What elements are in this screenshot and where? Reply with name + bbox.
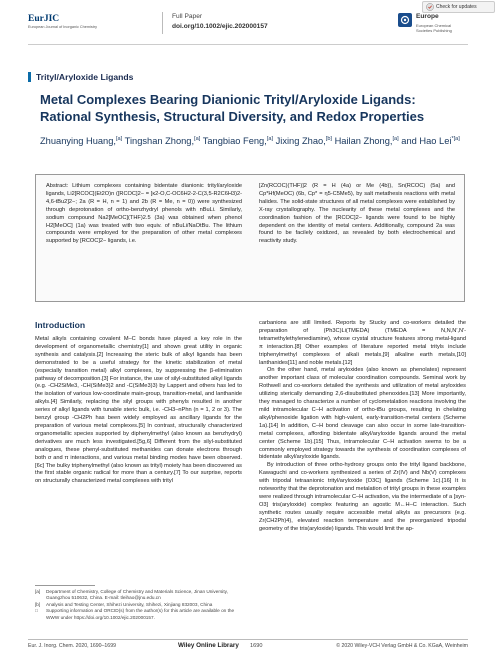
footer-copyright: © 2020 Wiley-VCH Verlag GmbH & Co. KGaA, Weinheim — [336, 643, 468, 649]
footnote-text: Department of Chemistry, College of Chemistry and Materials Science, Jinan University, Guangzhou 510632, China. E-mail: tleihao@jnu.edu.cn — [46, 589, 228, 601]
author-name: Tangbiao Feng, — [200, 136, 267, 147]
footnote-mark: [b] — [35, 601, 41, 607]
footer-rule — [28, 639, 468, 640]
header-divider — [162, 12, 163, 34]
header-rule — [28, 44, 468, 45]
introduction-heading: Introduction — [35, 320, 86, 330]
footnotes — [35, 585, 242, 621]
paragraph: carbanions are still limited. Reports by Stucky and co-workers detailed the preparation of (Ph3C)Li(TMEDA) (TMEDA = N,N,N′,N′-tetramethylethylenediamine), whose crystal structure features strong metal-ligand π interaction.[8] Other examples of literature reported metal trityls include triphenylmethyl complexes of alkali metals,[9] alkaline earth metals,[10] lanthanides[11] and noble metals.[12] — [259, 320, 466, 366]
doi-link[interactable]: doi.org/10.1002/ejic.202000157 — [172, 23, 268, 30]
author-affiliation-mark: [a] — [115, 136, 123, 142]
page-footer — [28, 639, 468, 653]
footnote-rule — [35, 585, 95, 586]
paper-type: Full Paper — [172, 13, 203, 20]
footnote-mark: □ — [35, 608, 38, 614]
check-updates-icon — [426, 3, 434, 11]
publisher-subtitle-2: Societies Publishing — [416, 28, 452, 33]
paragraph: By introduction of three ortho-hydroxy groups onto the trityl ligand backbone, Kawaguchi and co-workers synthesized a series of Zr(IV) and Nb(V) complexes with tripodal tetraanionic trityl/aryloxide [O3C] ligands (Scheme 1c).[16] It is noteworthy that the deprotonation and metalation of trityl groups in these examples were realized through intramolecular C–H activation, via the intermediate of a [syn-O3] tris(aryloxide) complex featuring an agostic M←H–C interaction. Such synthetic routes usually require accessible metal alkyls as precursors (e.g. Zr(CH2Ph)4), elevated reaction temperature and the preorganized tripodal geometry of the tris(aryloxide) ligands. This would limit the ap- — [259, 462, 466, 532]
footnote-mark: [a] — [35, 589, 41, 594]
author-name: Jixing Zhao, — [273, 136, 326, 147]
journal-subtitle: European Journal of Inorganic Chemistry — [28, 25, 98, 29]
section-tag-bar — [28, 72, 31, 82]
paragraph: On the other hand, metal aryloxides (also known as phenolates) represent another important class of molecular coordination compounds. Seminal work by Rothwell and co-workers detailed the synthesis and utilization of metal aryloxides utilizing sterically demanding 2,6-disubstituted phenoxides.[13] More importantly, they managed to characterize a number of cyclometalation reactions involving the mild intramolecular C–H activation of ortho-tBu groups, resulting in chelating alkyl/phenoxide ligation with high-valent, early-transition-metal centers (Scheme 1a).[14] In addition, C–H bond cleavage can also occur in some late-transition-metal complexes, affording bidentate alkyl/aryloxide ligands around the metal center (Scheme 1b).[15] Thus, intramolecular C–H activation seems to be a commonly employed strategy towards the synthesis of coordination complexes of bidentate alkyl/aryloxide ligands. — [259, 367, 466, 461]
footnote-text: Supporting information and ORCID(s) from the author(s) for this article are available on the WWW under https://doi.org/10.1002/ejic.202000157. — [46, 608, 235, 620]
left-column — [35, 320, 242, 486]
article-title: Metal Complexes Bearing Dianionic Trityl/Aryloxide Ligands: Rational Synthesis, Structural Diversity, and Redox Properties — [40, 92, 425, 124]
author-name: and Hao Lei — [398, 136, 452, 147]
author-name: Hailan Zhong, — [332, 136, 393, 147]
check-for-updates-button[interactable] — [422, 1, 495, 13]
author-list — [40, 133, 470, 148]
publisher-title: Europe — [416, 13, 439, 20]
abstract-right: [Zn(RCOC)(THF)]2 (R = H (4a) or Me (4b)), Sn(RCOC) (5a) and Cp*Hf(MeOC) (6b, Cp* = η5-C5Me5), by salt metathesis reactions with metal halides. The solid-state structures of all metal complexes were established by X-ray crystallography. The nuclearity of these metal complexes and the coordination fashion of the [RCOC]2− ligands were found to be highly dependent on the identity of metal centers. Additionally, compound 2a was found to be facilely oxidized, as revealed by both electrochemical and reactivity study. — [259, 183, 455, 245]
page-header — [0, 0, 497, 42]
author-name: Tingshan Zhong, — [122, 136, 195, 147]
footnote-list — [35, 589, 242, 621]
footnote-text: Analysis and Testing Center, Shihezi University, Shihezi, Xinjiang 832003, China — [46, 601, 213, 607]
publisher-subtitle-1: European Chemical — [416, 23, 452, 28]
page-number: 1690 — [250, 643, 263, 649]
author-name: Zhuanying Huang, — [40, 136, 116, 147]
section-tag-label: Trityl/Aryloxide Ligands — [36, 72, 134, 82]
author-affiliation-mark: *[a] — [451, 136, 460, 142]
author-affiliation-mark: [a] — [392, 136, 399, 142]
left-column-text — [35, 336, 242, 486]
footnote — [35, 608, 242, 621]
section-tag — [28, 72, 133, 82]
author-affiliation-mark: [b] — [325, 136, 332, 142]
abstract-left: Abstract: Lithium complexes containing bidentate dianionic trityl/aryloxide ligands, Li2[RCOC](Et2O)n ([RCOC]2− = [κ2-O,C-OC6H2-2-C(3,5-R2C6H3)2-4,6-tBu2]2−; 2a (R = H, n = 1) and 2b (R = Me, n = 0)) were synthesized through deprotonation of ortho-benzhydryl phenols with nBuLi. Similarly, sodium compound Na2[MeOC](THF)2.5 (3a) was obtained when phenol H2[MeOC] (1a) was treated with two equiv. of nBuLi/NaOtBu. The lithium compounds were employed for the preparation of other metal complexes supported by [RCOC]2− ligands, i.e. — [46, 183, 242, 245]
chemeurope-logo — [398, 13, 474, 43]
paragraph: Metal alkyls containing covalent M–C bonds have played a key role in the development of organometallic chemistry[1] and shown great utility in organic synthesis and catalysis.[2] Increasing the steric bulk of alkyl ligands has been demonstrated to be a useful strategy for the kinetic stabilization of metal (especially transition metal) alkyl complexes, by suppressing the β-elimination pathway of decomposition.[3] For instance, the use of silyl-substituted alkyl ligands (e.g. -CH2SiMe3, -CH(SiMe3)2 and -C(SiMe3)3) by Lappert and others has led to the isolation of various low-coordinate main-group, transition-metal, and lanthanide alkyls.[4] Similarly, replacing the silyl groups with phenyls resulted in another series of alkyl ligands with tunable steric bulk, i.e. -CH3–nPhn (n = 1, 2 or 3). The benzyl group -CH2Ph has been widely employed as ancillary ligands for the preparation of various metal complexes.[5] In contrast, structurally characterized organometallic species supported by diphenylmethyl (also known as benzhydryl) derivatives are much less investigated.[5g,6] Different from the silyl-substituted analogues, these phenyl-substituted methanides can donate electrons through both σ and π interactions, and various metal binding modes have been observed.[6c] The bulky triphenylmethyl (also known as trityl) moiety has been discovered as the first stable organic radical for more than a century.[7] To our surprise, reports on structurally characterized metal complexes with trityl — [35, 336, 242, 485]
footnote — [35, 589, 242, 602]
europe-chem-logo-icon — [398, 13, 412, 27]
wiley-online-library-link[interactable]: Wiley Online Library — [178, 642, 239, 649]
right-column — [259, 320, 466, 533]
author-affiliation-mark: [a] — [266, 136, 274, 142]
journal-name: EurJIC — [28, 14, 60, 24]
author-affiliation-mark: [a] — [194, 136, 201, 142]
footer-citation: Eur. J. Inorg. Chem. 2020, 1690–1699 — [28, 643, 116, 649]
check-updates-label: Check for updates — [436, 4, 477, 10]
abstract-box — [35, 174, 465, 302]
